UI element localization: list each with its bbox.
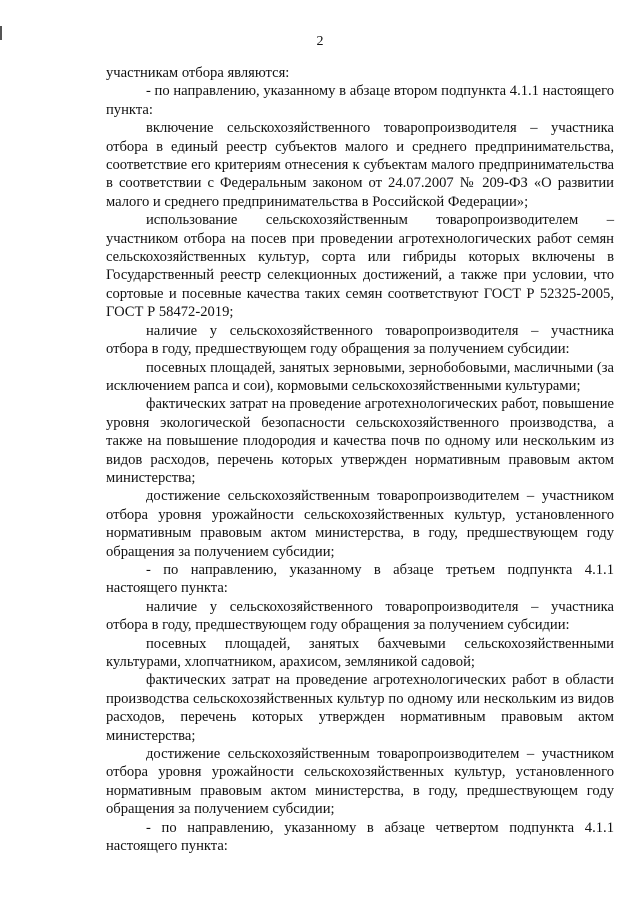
- paragraph: наличие у сельскохозяйственного товаропроизводителя – участника отбора в году, предшествующем году обращения за получением субсидии:: [106, 322, 614, 358]
- document-body: [106, 64, 614, 855]
- paragraph: наличие у сельскохозяйственного товаропроизводителя – участника отбора в году, предшествующем году обращения за получением субсидии:: [106, 598, 614, 634]
- paragraph: - по направлению, указанному в абзаце третьем подпункта 4.1.1 настоящего пункта:: [106, 561, 614, 597]
- paragraph: посевных площадей, занятых бахчевыми сельскохозяйственными культурами, хлопчатником, арахисом, земляникой садовой;: [106, 635, 614, 670]
- page-number: 2: [316, 34, 324, 49]
- paragraph: посевных площадей, занятых зерновыми, зернобобовыми, масличными (за исключением рапса и сои), кормовыми сельскохозяйственными культурами;: [106, 359, 614, 394]
- paragraph: достижение сельскохозяйственным товаропроизводителем – участником отбора уровня урожайности сельскохозяйственных культур, установленного нормативным правовым актом министерства, в году, предшествующем году обращения за получением субсидии;: [106, 746, 614, 818]
- paragraph: участникам отбора являются:: [106, 65, 290, 81]
- paragraph: фактических затрат на проведение агротехнологических работ в области производства сельскохозяйственных культур по одному или нескольким из видов расходов, перечень которых утвержден нормативным правовым актом министерства;: [106, 672, 614, 744]
- paragraph: фактических затрат на проведение агротехнологических работ, повышение уровня экологической безопасности сельскохозяйственного производства, а также на повышение плодородия и качества почв по одному или нескольким из видов расходов, перечень которых утвержден нормативным правовым актом министерства;: [106, 396, 614, 486]
- paragraph: включение сельскохозяйственного товаропроизводителя – участника отбора в единый реестр субъектов малого и среднего предпринимательства, соответствие его критериям отнесения к субъектам малого предпринимательства в соответствии с Федеральным законом от 24.07.2007 № 209-ФЗ «О развитии малого и среднего предпринимательства в Российской Федерации»;: [106, 120, 614, 210]
- paragraph: - по направлению, указанному в абзаце четвертом подпункта 4.1.1 настоящего пункта:: [106, 819, 614, 855]
- paragraph: - по направлению, указанному в абзаце втором подпункта 4.1.1 настоящего пункта:: [106, 83, 614, 118]
- paragraph: использование сельскохозяйственным товаропроизводителем – участником отбора на посев при проведении агротехнологических работ семян сельскохозяйственных культур, сорта или гибриды которых включены в Государственный реестр селекционных достижений, а также при условии, что сортовые и посевные качества таких семян соответствуют ГОСТ Р 52325-2005, ГОСТ Р 58472-2019;: [106, 212, 614, 321]
- paragraph: достижение сельскохозяйственным товаропроизводителем – участником отбора уровня урожайности сельскохозяйственных культур, установленного нормативным правовым актом министерства, в году, предшествующем году обращения за получением субсидии;: [106, 488, 614, 560]
